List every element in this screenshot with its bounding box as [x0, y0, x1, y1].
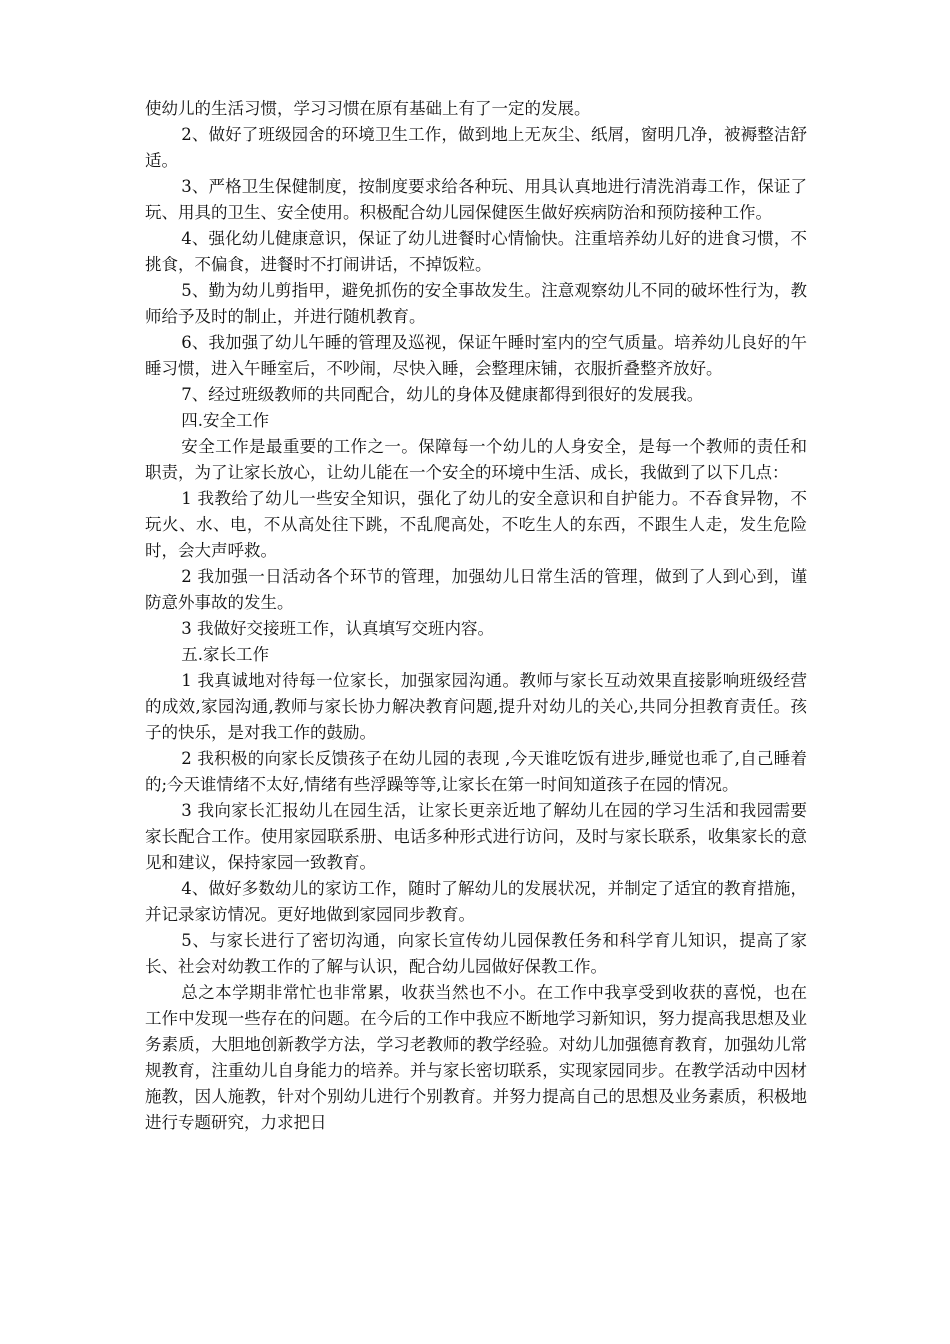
document-page [145, 96, 807, 1136]
paragraph-item-4: 4、强化幼儿健康意识，保证了幼儿进餐时心情愉快。注重培养幼儿好的进食习惯，不挑食，不偏食，进餐时不打闹讲话，不掉饭粒。 [145, 229, 807, 274]
paragraph-parents-2: 2 我积极的向家长反馈孩子在幼儿园的表现 ,今天谁吃饭有进步,睡觉也乖了,自己睡着的;今天谁情绪不太好,情绪有些浮躁等等,让家长在第一时间知道孩子在园的情况。 [145, 749, 807, 794]
paragraph-parents-1: 1 我真诚地对待每一位家长，加强家园沟通。教师与家长互动效果直接影响班级经营的成效,家园沟通,教师与家长协力解决教育问题,提升对幼儿的关心,共同分担教育责任。孩子的快乐，是对我工作的鼓励。 [145, 671, 807, 742]
paragraph-item-3: 3、严格卫生保健制度，按制度要求给各种玩、用具认真地进行清洗消毒工作，保证了玩、用具的卫生、安全使用。积极配合幼儿园保健医生做好疾病防治和预防接种工作。 [145, 177, 807, 222]
paragraph-safety-1: 1 我教给了幼儿一些安全知识，强化了幼儿的安全意识和自护能力。不吞食异物，不玩火、水、电，不从高处往下跳，不乱爬高处，不吃生人的东西，不跟生人走，发生危险时，会大声呼救。 [145, 489, 807, 560]
paragraph-continuation: 使幼儿的生活习惯，学习习惯在原有基础上有了一定的发展。 [145, 99, 591, 118]
paragraph-summary: 总之本学期非常忙也非常累，收获当然也不小。在工作中我享受到收获的喜悦，也在工作中发现一些存在的问题。在今后的工作中我应不断地学习新知识，努力提高我思想及业务素质，大胆地创新教学方法，学习老教师的教学经验。对幼儿加强德育教育，加强幼儿常规教育，注重幼儿自身能力的培养。并与家长密切联系，实现家园同步。在教学活动中因材施教，因人施教，针对个别幼儿进行个别教育。并努力提高自己的思想及业务素质，积极地进行专题研究，力求把日 [145, 983, 807, 1132]
section-heading-parents: 五.家长工作 [181, 645, 270, 664]
paragraph-item-2: 2、做好了班级园舍的环境卫生工作，做到地上无灰尘、纸屑，窗明几净，被褥整洁舒适。 [145, 125, 807, 170]
paragraph-item-5: 5、勤为幼儿剪指甲，避免抓伤的安全事故发生。注意观察幼儿不同的破坏性行为，教师给予及时的制止，并进行随机教育。 [145, 281, 807, 326]
paragraph-item-7: 7、经过班级教师的共同配合，幼儿的身体及健康都得到很好的发展我。 [181, 385, 704, 404]
paragraph-safety-3: 3 我做好交接班工作，认真填写交班内容。 [181, 619, 495, 638]
paragraph-parents-3: 3 我向家长汇报幼儿在园生活，让家长更亲近地了解幼儿在园的学习生活和我园需要家长配合工作。使用家园联系册、电话多种形式进行访问，及时与家长联系，收集家长的意见和建议，保持家园一致教育。 [145, 801, 807, 872]
paragraph-safety-2: 2 我加强一日活动各个环节的管理，加强幼儿日常生活的管理，做到了人到心到，谨防意外事故的发生。 [145, 567, 807, 612]
paragraph-parents-4: 4、做好多数幼儿的家访工作，随时了解幼儿的发展状况，并制定了适宜的教育措施，并记录家访情况。更好地做到家园同步教育。 [145, 879, 807, 924]
paragraph-item-6: 6、我加强了幼儿午睡的管理及巡视，保证午睡时室内的空气质量。培养幼儿良好的午睡习惯，进入午睡室后，不吵闹，尽快入睡，会整理床铺，衣服折叠整齐放好。 [145, 333, 807, 378]
paragraph-safety-intro: 安全工作是最重要的工作之一。保障每一个幼儿的人身安全，是每一个教师的责任和职责，为了让家长放心，让幼儿能在一个安全的环境中生活、成长，我做到了以下几点： [145, 437, 807, 482]
paragraph-parents-5: 5、与家长进行了密切沟通，向家长宣传幼儿园保教任务和科学育儿知识，提高了家长、社会对幼教工作的了解与认识，配合幼儿园做好保教工作。 [145, 931, 807, 976]
section-heading-safety: 四.安全工作 [181, 411, 270, 430]
